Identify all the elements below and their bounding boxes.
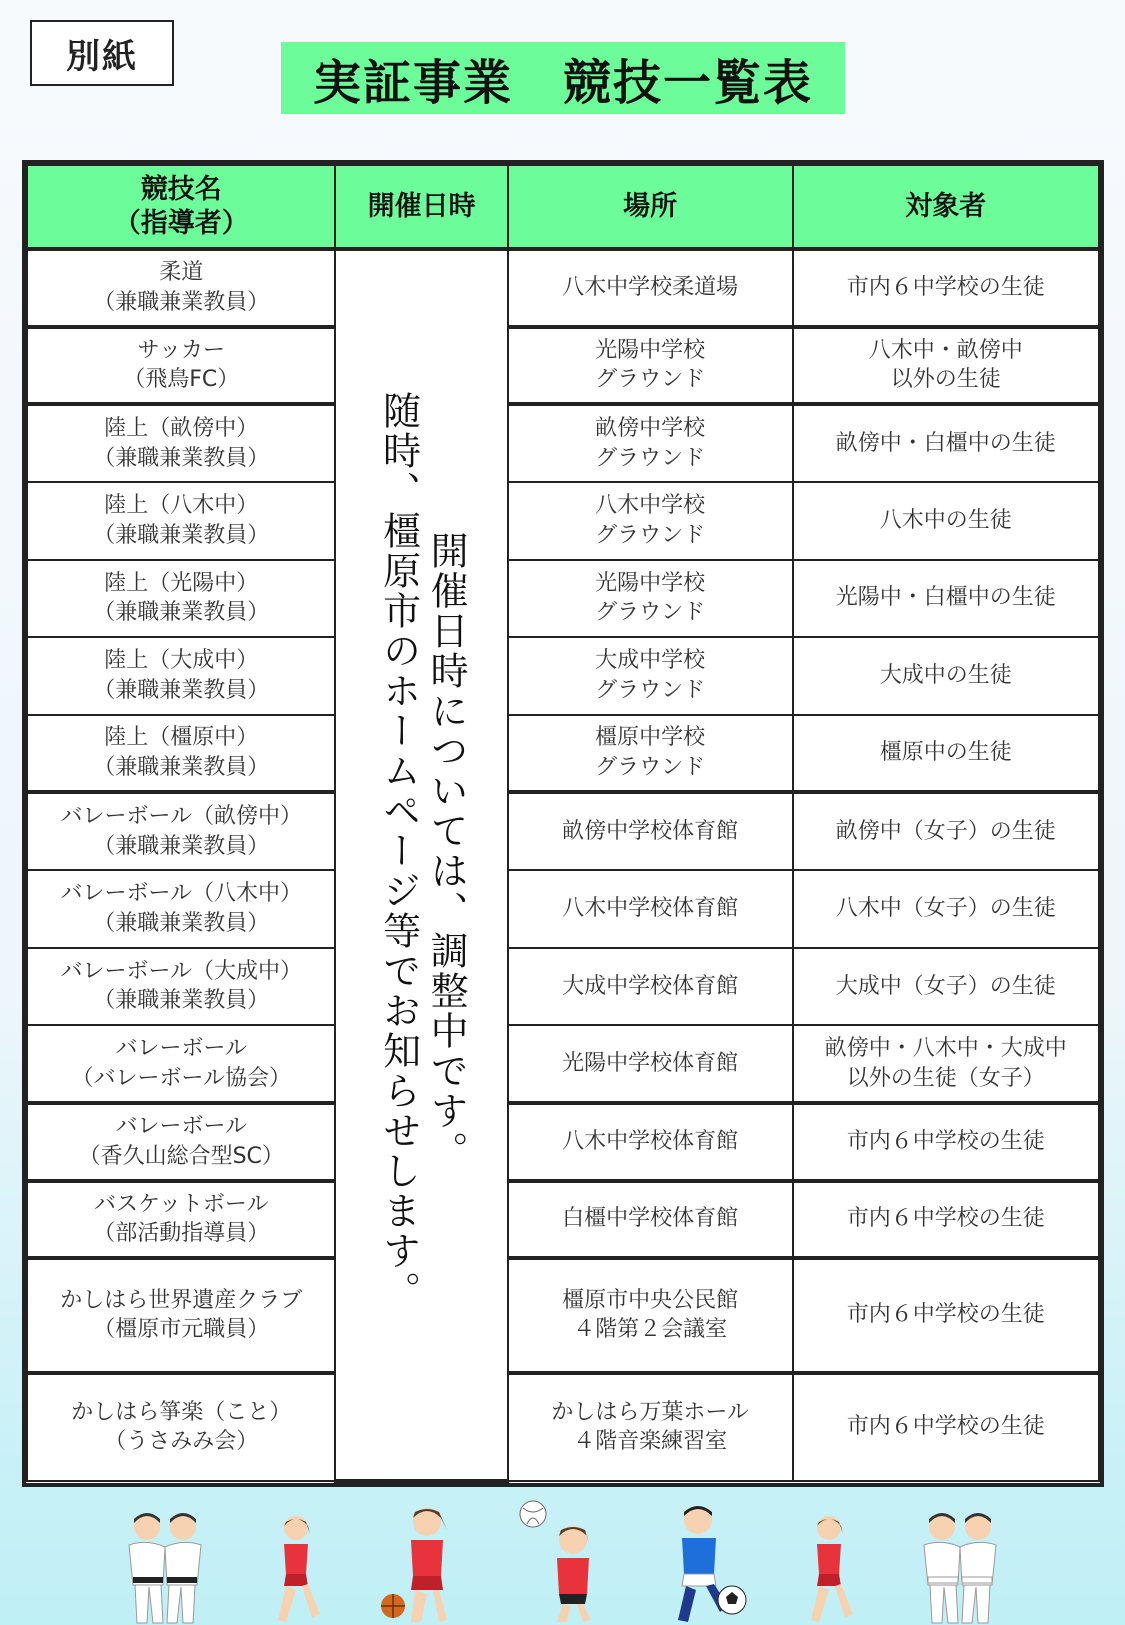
target-cell: 畝傍中（女子）の生徒 [793, 792, 1099, 870]
place-cell: 白橿中学校体育館 [508, 1181, 793, 1259]
sport-cell: 陸上（橿原中） （兼職兼業教員） [27, 715, 335, 793]
table-row [27, 948, 1099, 1026]
sport-cell: バレーボール（八木中） （兼職兼業教員） [27, 870, 335, 948]
schedule-note: 開催日時については、調整中です。 随時、橿原市のホームページ等でお知らせします。 [376, 391, 469, 1311]
table-row [27, 1373, 1099, 1481]
target-cell: 橿原中の生徒 [793, 715, 1099, 793]
table-row [27, 1181, 1099, 1259]
runner-icon [266, 1510, 326, 1625]
table-header-row [27, 165, 1099, 249]
header-target: 対象者 [793, 165, 1099, 249]
table-row [27, 1025, 1099, 1103]
judo-pair-icon [115, 1505, 215, 1625]
place-cell: 大成中学校体育館 [508, 948, 793, 1026]
sport-cell: バレーボール （香久山総合型SC） [27, 1103, 335, 1181]
place-cell: 八木中学校柔道場 [508, 249, 793, 327]
place-cell: 八木中学校体育館 [508, 1103, 793, 1181]
table-row [27, 249, 1099, 327]
sport-cell: サッカー （飛鳥FC） [27, 327, 335, 405]
table-row [27, 560, 1099, 638]
table-row [27, 870, 1099, 948]
table-row [27, 404, 1099, 482]
sports-table [22, 160, 1104, 1487]
volleyball-player-icon [517, 1500, 607, 1625]
runner-icon [799, 1510, 859, 1625]
target-cell: 光陽中・白橿中の生徒 [793, 560, 1099, 638]
table-row [27, 327, 1099, 405]
sport-cell: かしはら世界遺産クラブ （橿原市元職員） [27, 1258, 335, 1372]
sport-cell: 柔道 （兼職兼業教員） [27, 249, 335, 327]
sport-cell: 陸上（大成中） （兼職兼業教員） [27, 637, 335, 715]
judo-pair-icon [910, 1505, 1010, 1625]
target-cell: 市内６中学校の生徒 [793, 249, 1099, 327]
table-row [27, 1103, 1099, 1181]
basketball-player-icon [377, 1500, 467, 1625]
target-cell: 畝傍中・八木中・大成中 以外の生徒（女子） [793, 1025, 1099, 1103]
place-cell: 橿原市中央公民館 ４階第２会議室 [508, 1258, 793, 1372]
target-cell: 大成中（女子）の生徒 [793, 948, 1099, 1026]
attachment-label: 別紙 [30, 20, 174, 86]
place-cell: 光陽中学校体育館 [508, 1025, 793, 1103]
table-row [27, 482, 1099, 560]
place-cell: 大成中学校 グラウンド [508, 637, 793, 715]
sport-cell: バレーボール （バレーボール協会） [27, 1025, 335, 1103]
table-body [27, 249, 1099, 1481]
sport-cell: バレーボール（大成中） （兼職兼業教員） [27, 948, 335, 1026]
sports-illustrations [0, 1495, 1125, 1625]
sport-cell: 陸上（光陽中） （兼職兼業教員） [27, 560, 335, 638]
place-cell: 八木中学校 グラウンド [508, 482, 793, 560]
target-cell: 大成中の生徒 [793, 637, 1099, 715]
header-schedule: 開催日時 [335, 165, 507, 249]
target-cell: 八木中の生徒 [793, 482, 1099, 560]
sport-cell: バスケットボール （部活動指導員） [27, 1181, 335, 1259]
target-cell: 八木中（女子）の生徒 [793, 870, 1099, 948]
target-cell: 市内６中学校の生徒 [793, 1373, 1099, 1481]
target-cell: 市内６中学校の生徒 [793, 1181, 1099, 1259]
soccer-player-icon [658, 1500, 748, 1625]
place-cell: 畝傍中学校 グラウンド [508, 404, 793, 482]
table-row [27, 637, 1099, 715]
page-title: 実証事業 競技一覧表 [281, 42, 845, 114]
target-cell: 畝傍中・白橿中の生徒 [793, 404, 1099, 482]
table-row [27, 715, 1099, 793]
table-row [27, 792, 1099, 870]
target-cell: 市内６中学校の生徒 [793, 1258, 1099, 1372]
place-cell: 畝傍中学校体育館 [508, 792, 793, 870]
schedule-cell [335, 249, 507, 1481]
header-sport: 競技名 （指導者） [27, 165, 335, 249]
sport-cell: かしはら箏楽（こと） （うさみみ会） [27, 1373, 335, 1481]
place-cell: 光陽中学校 グラウンド [508, 560, 793, 638]
header-place: 場所 [508, 165, 793, 249]
sport-cell: 陸上（八木中） （兼職兼業教員） [27, 482, 335, 560]
target-cell: 市内６中学校の生徒 [793, 1103, 1099, 1181]
place-cell: 橿原中学校 グラウンド [508, 715, 793, 793]
sport-cell: 陸上（畝傍中） （兼職兼業教員） [27, 404, 335, 482]
target-cell: 八木中・畝傍中 以外の生徒 [793, 327, 1099, 405]
place-cell: 光陽中学校 グラウンド [508, 327, 793, 405]
place-cell: かしはら万葉ホール ４階音楽練習室 [508, 1373, 793, 1481]
sport-cell: バレーボール（畝傍中） （兼職兼業教員） [27, 792, 335, 870]
place-cell: 八木中学校体育館 [508, 870, 793, 948]
table-row [27, 1258, 1099, 1372]
